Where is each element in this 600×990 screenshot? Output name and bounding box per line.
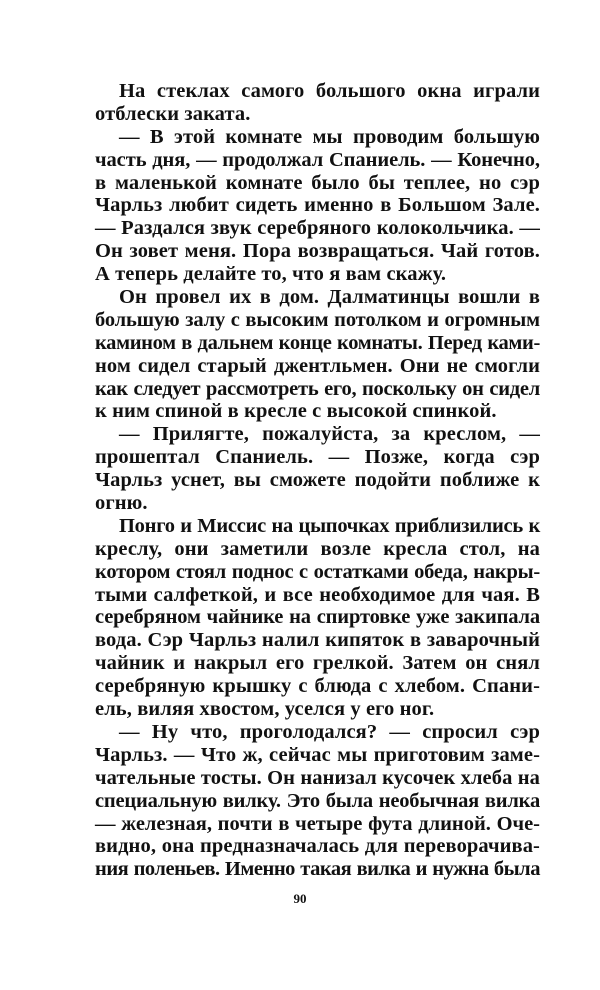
text-line: Понго и Миссис на цыпочках приблизились к (119, 514, 540, 537)
text-line: — Прилягте, пожалуйста, за креслом, — (119, 423, 540, 446)
text-line: — Ну что, проголодался? — спросил сэр (119, 720, 540, 743)
text-line: прошептал Спаниель. — Позже, когда сэр (95, 446, 540, 469)
text-line: отблески заката. (95, 102, 251, 125)
text-line: На стеклах самого большого окна играли (119, 80, 540, 102)
text-line: серебряную крышку с блюда с хлебом. Спани- (95, 675, 540, 698)
text-line: чательные тосты. Он нанизал кусочек хлеба на (95, 766, 540, 789)
text-line: видно, она предназначалась для переворачива- (95, 835, 540, 858)
text-line: чайник и накрыл его грелкой. Затем он снял (95, 652, 540, 675)
text-line: котором стоял поднос с остатками обеда, накры- (95, 560, 540, 583)
text-line: креслу, они заметили возле кресла стол, на (95, 537, 540, 560)
text-line: А теперь делайте то, что я вам скажу. (95, 263, 447, 286)
text-line: — Раздался звук серебряного колокольчика. — (95, 217, 540, 240)
text-line: большую залу с высоким потолком и огромным (95, 308, 540, 331)
text-line: Чарльз любит сидеть именно в Большом Зале. (95, 194, 540, 217)
text-line: часть дня, — продолжал Спаниель. — Конечно, (95, 148, 540, 171)
text-line: Чарльз уснет, вы сможете подойти поближе к (95, 469, 540, 492)
text-line: — железная, почти в четыре фута длиной. Оче- (95, 812, 540, 835)
text-line: ном сидел старый джентльмен. Они не смогли (95, 354, 540, 377)
text-line: Чарльз. — Что ж, сейчас мы приготовим заме- (95, 743, 540, 766)
text-line: тыми салфеткой, и все необходимое для чая. В (95, 583, 540, 606)
text-line: Он зовет меня. Пора возвращаться. Чай готов. (95, 240, 540, 263)
text-line: Он провел их в дом. Далматинцы вошли в (119, 286, 540, 309)
text-line: камином в дальнем конце комнаты. Перед ками- (95, 331, 540, 354)
body-text (95, 80, 540, 881)
text-line: ель, виляя хвостом, уселся у его ног. (95, 698, 435, 721)
text-line: — В этой комнате мы проводим большую (119, 125, 540, 148)
text-line: огню. (95, 492, 148, 515)
page-number: 90 (293, 891, 307, 906)
text-line: специальную вилку. Это была необычная вилка (95, 789, 540, 812)
text-line: к ним спиной в кресле с высокой спинкой. (95, 400, 497, 423)
text-line: ния поленьев. Именно такая вилка и нужна была (95, 858, 540, 881)
text-line: вода. Сэр Чарльз налил кипяток в заварочный (95, 629, 540, 652)
text-line: серебряном чайнике на спиртовке уже закипала (95, 606, 540, 629)
text-line: как следует рассмотреть его, поскольку он сидел (95, 377, 540, 400)
text-line: в маленькой комнате было бы теплее, но сэр (95, 171, 540, 194)
